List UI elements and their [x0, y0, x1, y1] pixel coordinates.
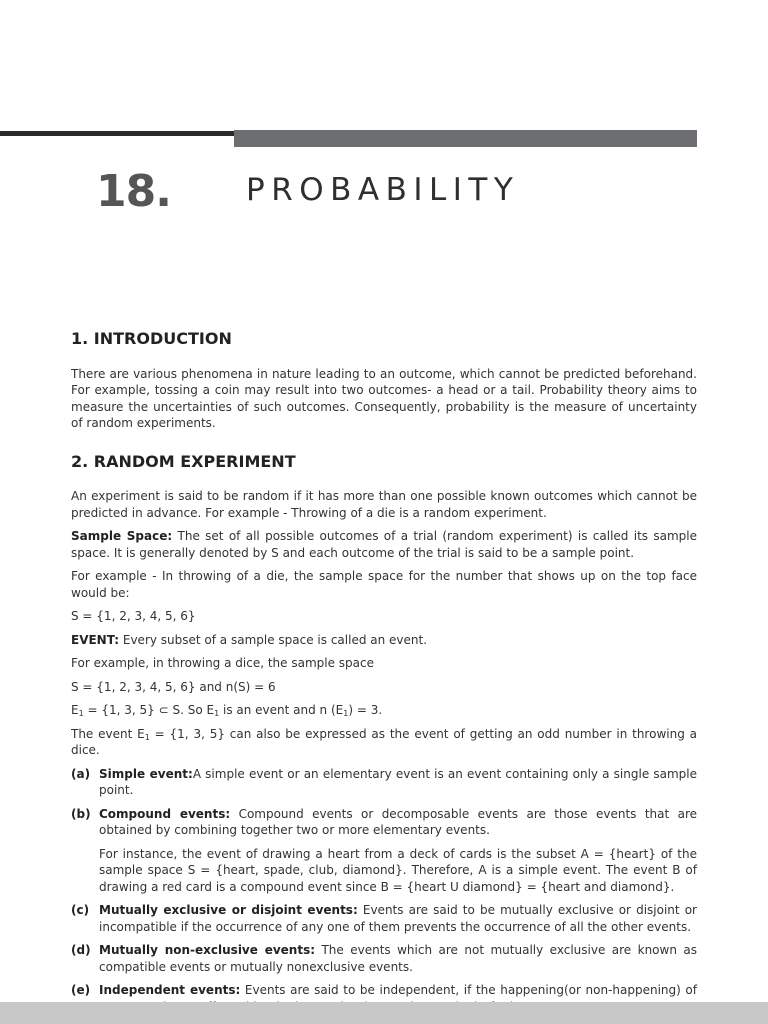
- event-text: Every subset of a sample space is called an event.: [119, 632, 428, 647]
- simple-event-text: A simple event or an elementary event is an event containing only a single sample point.: [99, 766, 697, 797]
- list-item-compound-events: [71, 806, 697, 896]
- sample-space-paragraph: [71, 528, 697, 561]
- independent-events-term: Independent events:: [99, 983, 241, 997]
- sample-set: S = {1, 2, 3, 4, 5, 6}: [71, 609, 196, 623]
- independent-events-text: Events are said to be independent, if the happening(or non-happening) of: [244, 983, 697, 997]
- list-item-mutually-exclusive: [71, 902, 697, 935]
- list-marker: (a): [71, 766, 91, 781]
- example-intro: For example - In throwing of a die, the sample space for the number that shows up on the top face would be:: [71, 569, 697, 600]
- list-marker: (c): [71, 903, 90, 917]
- list-marker: (e): [71, 983, 91, 997]
- compound-events-text: Compound events or decomposable events are those events that are obtained by combining together two or more elementary events.: [99, 806, 697, 837]
- list-item-mutually-non-exclusive: [71, 942, 697, 975]
- footer-bar: [0, 1002, 768, 1024]
- list-marker: (d): [71, 943, 91, 957]
- section-heading-introduction: 1. INTRODUCTION: [71, 329, 232, 348]
- dice-example: For example, in throwing a dice, the sample space: [71, 656, 374, 670]
- compound-events-term: Compound events:: [99, 806, 231, 821]
- page-content: [71, 331, 697, 1022]
- list-item-simple-event: [71, 766, 697, 799]
- chapter-title: PROBABILITY: [246, 172, 520, 208]
- sample-space-term: Sample Space:: [71, 529, 173, 543]
- section-heading-random-experiment: 2. RANDOM EXPERIMENT: [71, 451, 296, 471]
- mutually-exclusive-term: Mutually exclusive or disjoint events:: [99, 903, 358, 917]
- chapter-number: 18.: [96, 166, 171, 217]
- header-rule-grey: [234, 130, 697, 147]
- simple-event-term: Simple event:: [99, 766, 193, 781]
- dice-set: S = {1, 2, 3, 4, 5, 6} and n(S) = 6: [71, 679, 276, 694]
- random-experiment-paragraph: An experiment is said to be random if it has more than one possible known outcomes which cannot be predicted in advance. For example - Throwing of a die is a random experiment.: [71, 489, 697, 520]
- event-definition: [71, 632, 697, 649]
- mutually-non-exclusive-text: The events which are not mutually exclusive are known as compatible events or mutually nonexclusive events.: [99, 943, 697, 974]
- list-marker: (b): [71, 806, 91, 821]
- introduction-paragraph: There are various phenomena in nature leading to an outcome, which cannot be predicted beforehand. For example, tossing a coin may result into two outcomes- a head or a tail. Probability theory aims to measure the uncertainties of such outcomes. Consequently, probability is the measure of uncertainty of random experiments.: [71, 366, 697, 430]
- e1-line: $E_1 = \{1$, 3, 5} ⊂ S. So $E_1$ is an event and n $(E_1) = 3$.: [71, 703, 383, 718]
- mutually-non-exclusive-term: Mutually non-exclusive events:: [99, 943, 316, 957]
- event-term: EVENT:: [71, 632, 120, 647]
- header-rule-dark: [0, 131, 234, 136]
- sample-space-text: The set of all possible outcomes of a trial (random experiment) is called its sample space. It is generally denoted by S and each outcome of the trial is said to be a sample point.: [71, 529, 697, 560]
- mutually-exclusive-text: Events are said to be mutually exclusive or disjoint or incompatible if the occurrence of any one of them prevents the occurrence of all the other events.: [99, 903, 697, 934]
- compound-events-example: For instance, the event of drawing a heart from a deck of cards is the subset A = {heart} of the sample space S = {heart, spade, club, diamond}. Therefore, A is a simple event. The event B of drawing a red card is a compound event since B = {heart U diamond} = {heart and diamond}.: [99, 846, 697, 894]
- e1-odd-number-line: The event $E_1 = \{1$, 3, 5} can also be expressed as the event of getting an odd number in throwing a dice.: [71, 726, 697, 757]
